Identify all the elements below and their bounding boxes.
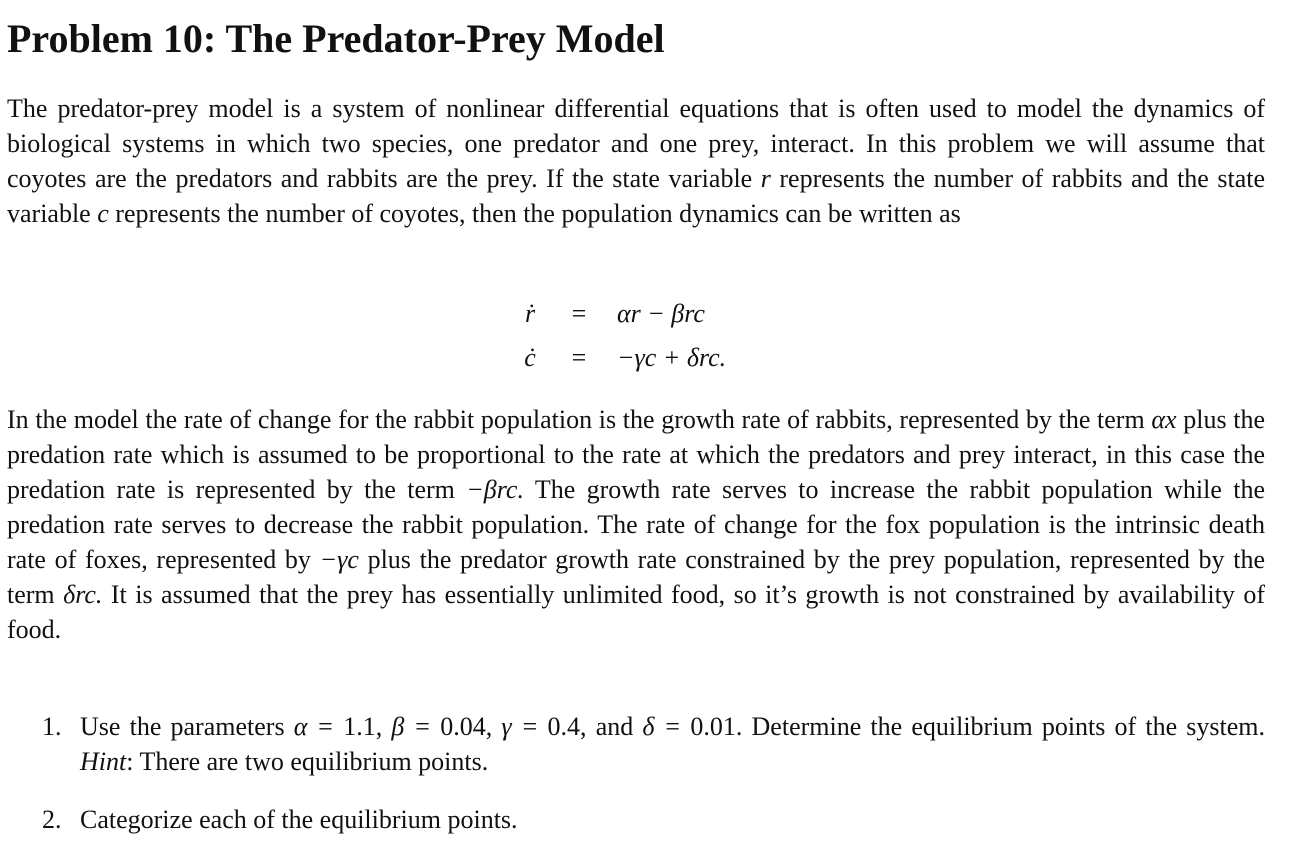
param-alpha-value: 1.1,	[343, 712, 392, 741]
math-gamma-c: −γc	[319, 545, 359, 574]
explanation-paragraph	[7, 402, 1265, 647]
intro-text-1: The predator-prey model is a system of nonlinear differential equations that is often used to model the dynamics of biological systems in which two species, one predator and one prey, interact. In this problem we will assume that coyotes are the predators and rabbits are the prey. If the state variable	[7, 94, 1265, 193]
intro-paragraph	[7, 91, 1265, 231]
list-item-text: Categorize each of the equilibrium points.	[80, 805, 518, 834]
hint-text: : There are two equilibrium points.	[126, 747, 489, 776]
equation-1-equals: =	[571, 299, 587, 328]
equation-2-rhs: −γc + δrc.	[617, 343, 727, 372]
param-beta-value: 0.04,	[440, 712, 502, 741]
page-title: Problem 10: The Predator-Prey Model	[7, 16, 665, 61]
equation-1-rhs: αr − βrc	[617, 299, 705, 328]
math-alpha-x: αx	[1151, 405, 1177, 434]
explanation-text-2: plus the predation rate which is assumed to be proportional to the rate at which the predators and prey interact, in this case the predation rate is represented by the term	[7, 405, 1265, 504]
item-1-text-b: Determine the equilibrium points of the system.	[742, 712, 1266, 741]
hint-label: Hint	[80, 747, 127, 776]
param-gamma-value: 0.4, and	[547, 712, 643, 741]
list-item-number: 1.	[42, 712, 62, 741]
param-delta-value: 0.01.	[690, 712, 743, 741]
param-beta: β =	[391, 712, 441, 741]
equation-1-lhs: ṙ	[524, 299, 536, 328]
intro-text-3: represents the number of coyotes, then the population dynamics can be written as	[108, 199, 961, 228]
list-item-number: 2.	[42, 805, 62, 834]
list-item	[42, 709, 1265, 779]
math-beta-rc: −βrc.	[466, 475, 524, 504]
equation-2-lhs: ċ	[524, 343, 536, 372]
param-delta: δ =	[642, 712, 691, 741]
equation-2-equals: =	[571, 343, 587, 372]
explanation-text-5: It is assumed that the prey has essentially unlimited food, so it’s growth is not constrained by availability of food.	[7, 580, 1265, 644]
explanation-text-4: plus the predator growth rate constrained by the prey population, represented by the term	[7, 545, 1265, 609]
explanation-text-3: The growth rate serves to increase the rabbit population while the predation rate serves to decrease the rabbit population. The rate of change for the fox population is the intrinsic death rate of foxes, represented by	[7, 475, 1266, 574]
param-gamma: γ =	[501, 712, 548, 741]
list-item-text	[80, 709, 1265, 779]
math-delta-rc: δrc.	[63, 580, 103, 609]
var-r: r	[760, 164, 771, 193]
param-alpha: α =	[293, 712, 344, 741]
var-c: c	[97, 199, 109, 228]
explanation-text-1: In the model the rate of change for the rabbit population is the growth rate of rabbits, represented by the term	[7, 405, 1152, 434]
intro-text-2: represents the number of rabbits and the state variable	[7, 164, 1265, 228]
list-item	[42, 802, 1265, 837]
item-1-text-a: Use the parameters	[80, 712, 294, 741]
